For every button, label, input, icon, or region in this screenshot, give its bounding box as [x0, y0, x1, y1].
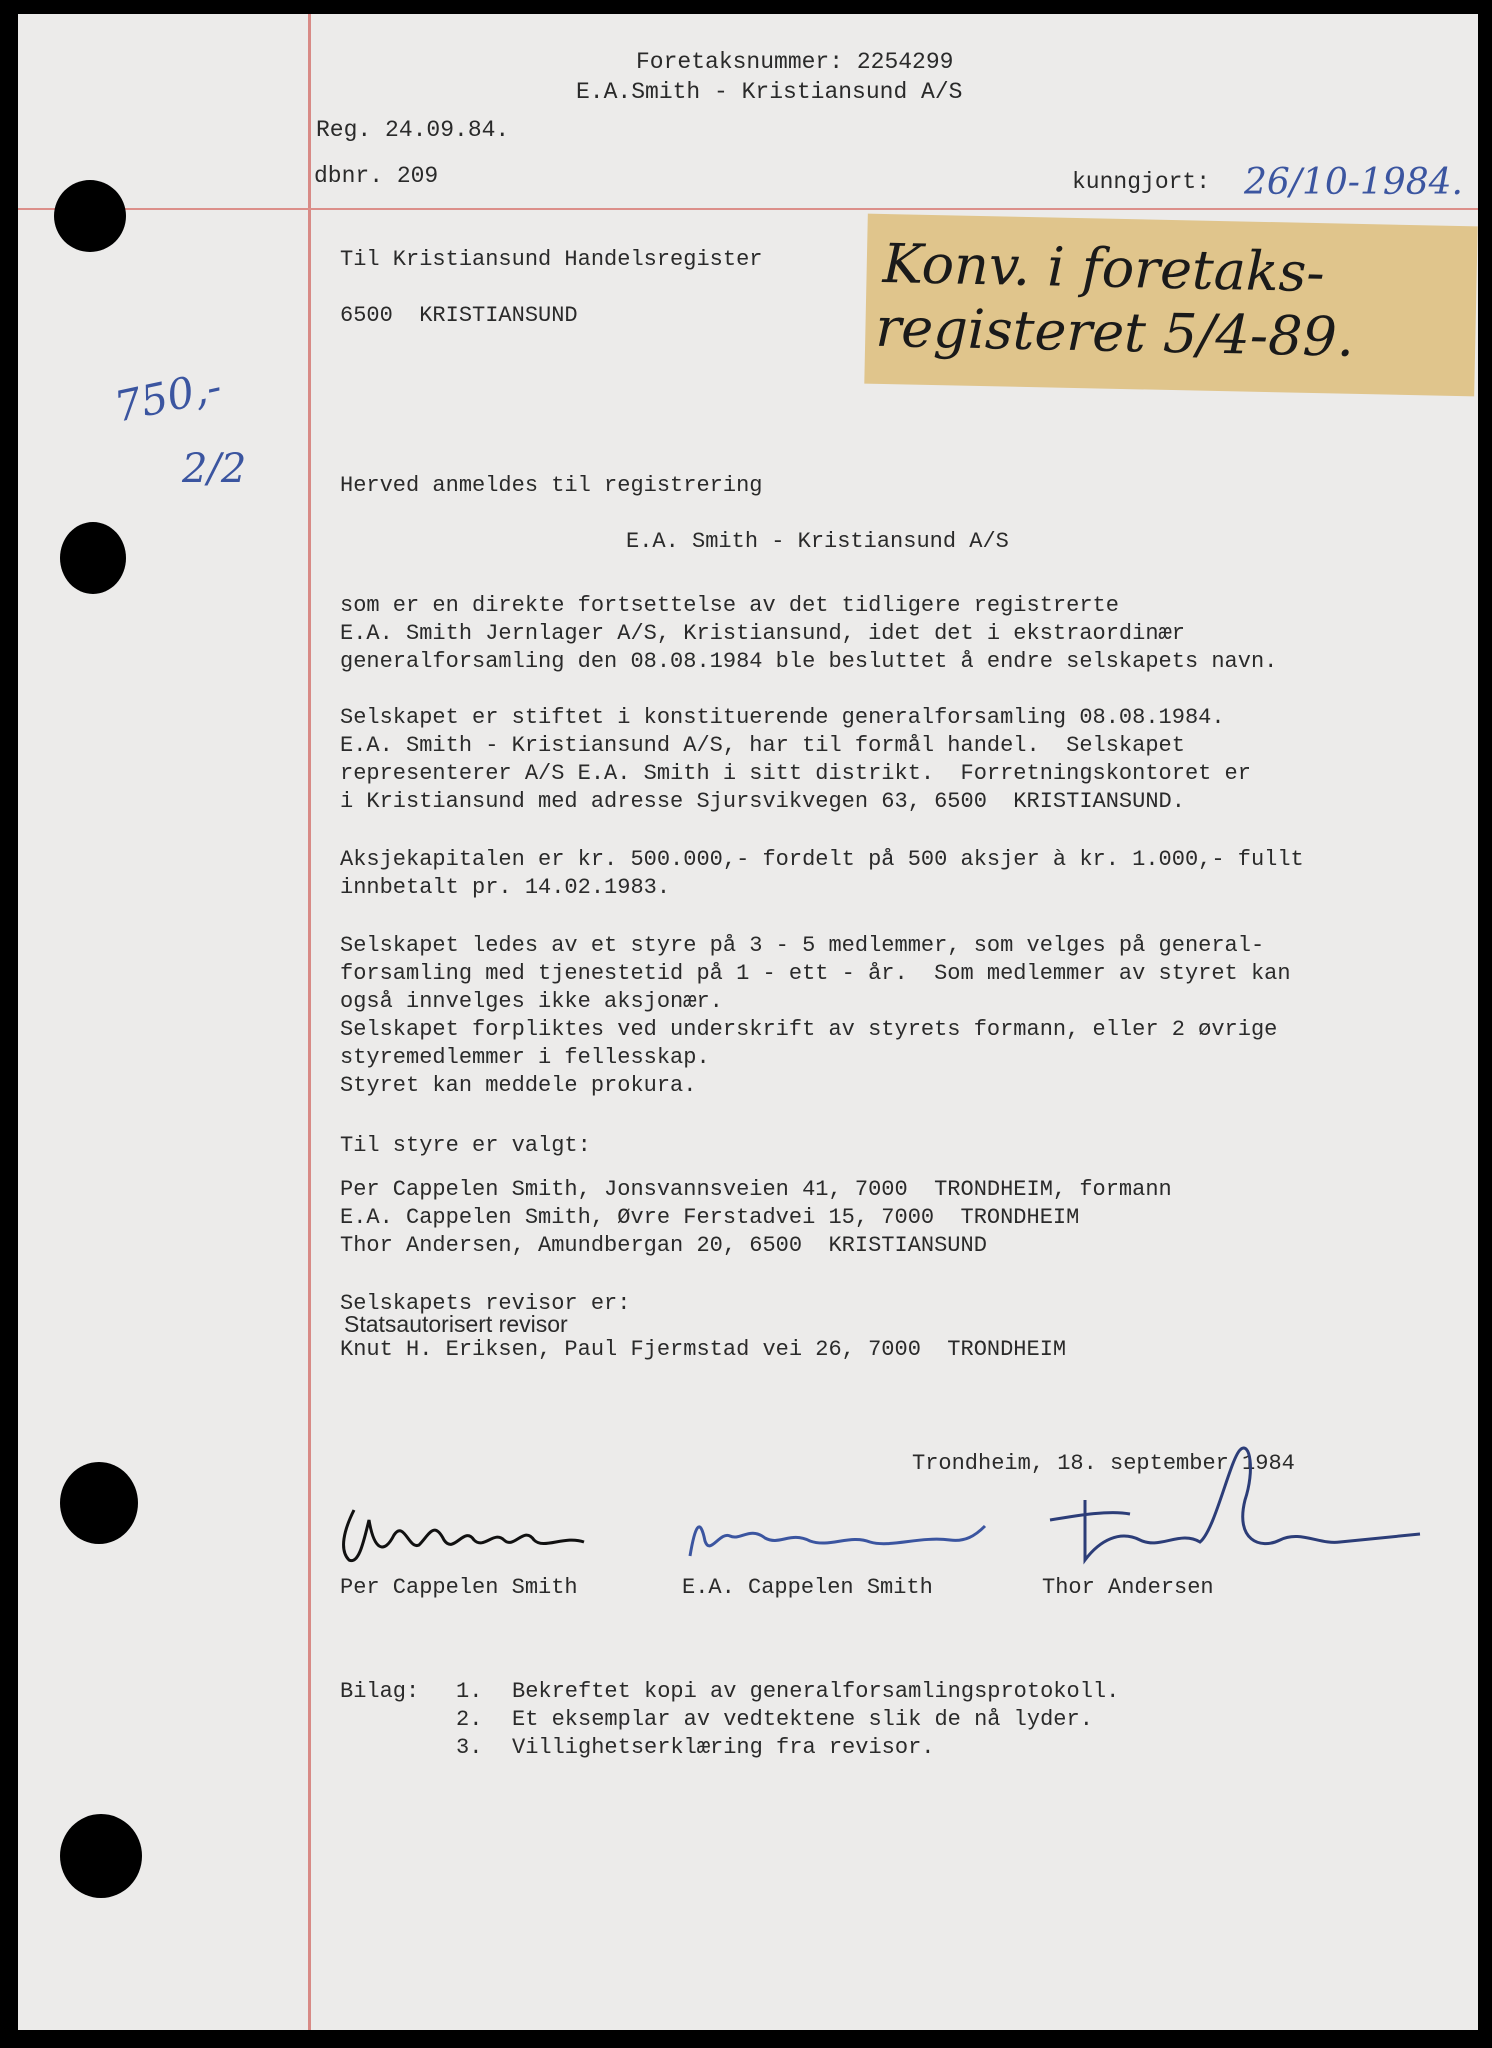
paragraph-line: i Kristiansund med adresse Sjursvikvegen 63, 6500 KRISTIANSUND. [340, 789, 1185, 814]
signature-thor-andersen [1040, 1430, 1440, 1590]
board-member: E.A. Cappelen Smith, Øvre Ferstadvei 15, 7000 TRONDHEIM [340, 1205, 1080, 1230]
company-header: E.A.Smith - Kristiansund A/S [576, 79, 963, 105]
paragraph-line: som er en direkte fortsettelse av det tidligere registrerte [340, 593, 1119, 618]
attachment-text: Bekreftet kopi av generalforsamlingsprotokoll. [512, 1679, 1120, 1704]
signatory-name: Thor Andersen [1042, 1575, 1214, 1600]
paragraph-line: Styret kan meddele prokura. [340, 1073, 697, 1098]
auditor-title: Statsautorisert revisor [344, 1311, 568, 1337]
recipient-city: 6500 KRISTIANSUND [340, 303, 578, 328]
punch-hole-bottom [60, 1814, 142, 1898]
paragraph-line: E.A. Smith - Kristiansund A/S, har til formål handel. Selskapet [340, 733, 1185, 758]
header-rule [18, 208, 1478, 210]
attachment-number: 1. [456, 1679, 483, 1704]
margin-amount-handwritten: 750,- [110, 361, 226, 432]
signatory-name: E.A. Cappelen Smith [682, 1575, 933, 1600]
note-line-1: Konv. i foretaks- [882, 231, 1326, 305]
watermark [38, 1479, 166, 1514]
company-name-centered: E.A. Smith - Kristiansund A/S [626, 529, 1009, 554]
paragraph-line: innbetalt pr. 14.02.1983. [340, 875, 671, 900]
signatory-name: Per Cappelen Smith [340, 1575, 578, 1600]
registration-date: Reg. 24.09.84. [316, 117, 510, 143]
dbnr: dbnr. 209 [314, 163, 439, 189]
auditor-heading: Selskapets revisor er: [340, 1291, 631, 1316]
registration-note [864, 214, 1477, 397]
attachment-text: Et eksemplar av vedtektene slik de nå lyder. [512, 1707, 1093, 1732]
note-line-2: registeret 5/4-89. [874, 295, 1355, 369]
attachments-label: Bilag: [340, 1679, 420, 1704]
attachment-number: 3. [456, 1735, 483, 1760]
foretaksnummer: Foretaksnummer: 2254299 [636, 49, 954, 75]
paragraph-line: Aksjekapitalen er kr. 500.000,- fordelt på 500 aksjer à kr. 1.000,- fullt [340, 847, 1304, 872]
recipient: Til Kristiansund Handelsregister [340, 247, 763, 272]
paragraph-line: Selskapet ledes av et styre på 3 - 5 medlemmer, som velges på general- [340, 933, 1265, 958]
paragraph-line: Selskapet forpliktes ved underskrift av styrets formann, eller 2 øvrige [340, 1017, 1278, 1042]
paragraph-line: Selskapet er stiftet i konstituerende generalforsamling 08.08.1984. [340, 705, 1225, 730]
place-date: Trondheim, 18. september 1984 [912, 1451, 1295, 1476]
intro-line: Herved anmeldes til registrering [340, 473, 763, 498]
document-page [18, 14, 1478, 2030]
signature-ea-cappelen-smith [670, 1496, 1000, 1576]
paragraph-line: generalforsamling den 08.08.1984 ble besluttet å endre selskapets navn. [340, 649, 1278, 674]
signature-per-cappelen-smith [334, 1490, 604, 1580]
punch-hole-top [54, 180, 126, 252]
board-member: Thor Andersen, Amundbergan 20, 6500 KRISTIANSUND [340, 1233, 987, 1258]
margin-fraction-handwritten: 2/2 [182, 446, 247, 492]
auditor: Knut H. Eriksen, Paul Fjermstad vei 26, 7000 TRONDHEIM [340, 1337, 1067, 1362]
paragraph-line: E.A. Smith Jernlager A/S, Kristiansund, idet det i ekstraordinær [340, 621, 1185, 646]
kunngjort-label: kunngjort: [1072, 169, 1211, 195]
kunngjort-date-handwritten: 26/10-1984. [1244, 162, 1463, 203]
margin-rule [308, 14, 311, 2030]
punch-hole-upper [60, 522, 126, 594]
board-member: Per Cappelen Smith, Jonsvannsveien 41, 7000 TRONDHEIM, formann [340, 1177, 1172, 1202]
paragraph-line: representerer A/S E.A. Smith i sitt distrikt. Forretningskontoret er [340, 761, 1251, 786]
paragraph-line: forsamling med tjenestetid på 1 - ett - år. Som medlemmer av styret kan [340, 961, 1291, 986]
paragraph-line: styremedlemmer i fellesskap. [340, 1045, 710, 1070]
attachment-number: 2. [456, 1707, 483, 1732]
attachment-text: Villighetserklæring fra revisor. [512, 1735, 935, 1760]
board-heading: Til styre er valgt: [340, 1133, 591, 1158]
paragraph-line: også innvelges ikke aksjonær. [340, 989, 723, 1014]
